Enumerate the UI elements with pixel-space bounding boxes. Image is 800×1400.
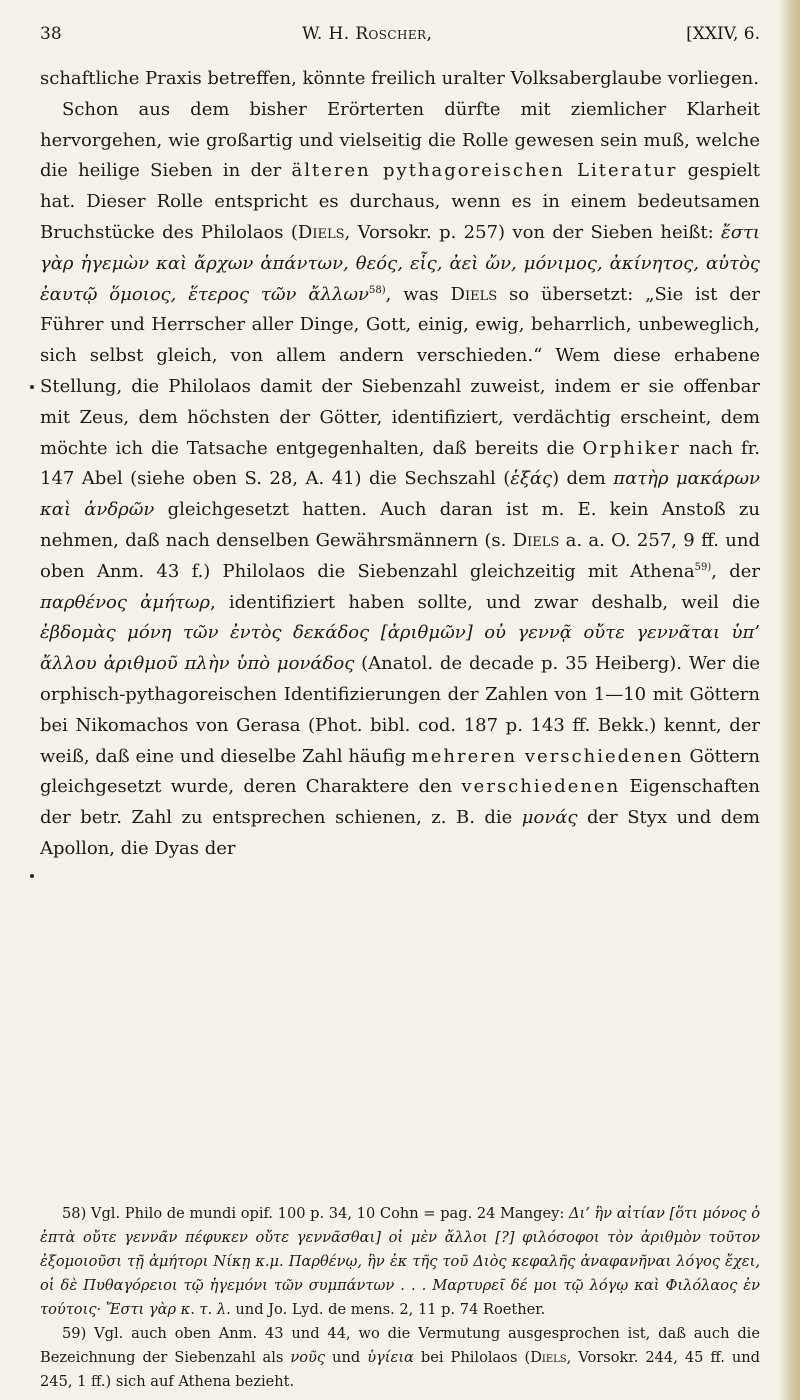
- text-run: 58) Vgl. Philo de mundi opif. 100 p. 34, 10 Cohn = pag. 24 Mangey:: [62, 1205, 569, 1222]
- margin-mark: [30, 874, 34, 878]
- greek-term: νοῦς: [290, 1349, 326, 1366]
- text-run: und: [325, 1349, 368, 1366]
- paragraph-2: [40, 95, 760, 865]
- text-run: so übersetzt: „Sie ist der Führer und Herrscher aller Dinge, Gott, einig, ewig, beharrlich, unbeweglich, sich selbst gleich, von allem andern verschieden.“ Wem diese erhabene Stellung, die Philolaos damit der Siebenzahl zuweist, indem er sie offenbar mit Zeus, dem höchsten der Götter, identifiziert, verdächtig erscheint, dem möchte ich die Tatsache entgegenhalten, daß bereits die: [40, 283, 761, 459]
- greek-term: ὑγίεια: [367, 1349, 414, 1366]
- spaced-emphasis: älteren pythagoreischen Literatur: [291, 160, 678, 182]
- greek-quote: ἑβδομὰς μόνη τῶν ἐντὸς δεκάδος [ἀριθμῶν] οὐ γεννᾷ οὔτε γεννᾶται ὑπ’ ἄλλου ἀριθμοῦ πλὴν ὑπὸ μονάδος: [40, 622, 760, 675]
- running-head-author: W. H. Roscher,: [302, 24, 433, 44]
- text-run: Göttern gleichgesetzt wurde, deren Charaktere den: [40, 745, 760, 798]
- running-head: [40, 24, 760, 50]
- author-name-diels: Diels: [530, 1349, 567, 1366]
- greek-quote: ἔστι γὰρ ἡγεμὼν καὶ ἄρχων ἁπάντων, θεός, εἷς, ἀεὶ ὤν, μόνιμος, ἀκίνητος, αὐτὸς ἑαυτῷ ὅμοιος, ἕτερος τῶν ἄλλων: [40, 221, 760, 305]
- paragraph-1: [40, 64, 760, 95]
- footnote-ref-59: 59): [694, 561, 712, 573]
- greek-term: παρθένος ἀμήτωρ: [40, 591, 210, 613]
- text-run: (Anatol. de decade p. 35 Heiberg). Wer die orphisch-pythagoreischen Identifizierungen der Zahlen von 1—10 mit Göttern bei Nikomachos von Gerasa (Phot. bibl. cod. 187 p. 143 ff. Bekk.) kennt, der weiß, daß eine und dieselbe Zahl häufig: [40, 653, 760, 767]
- greek-term: ἑξάς: [510, 468, 553, 490]
- greek-term: πατὴρ μακάρων καὶ ἀνδρῶν: [40, 468, 760, 521]
- page-edge-shadow: [778, 0, 800, 1400]
- footnotes: [40, 1202, 760, 1394]
- text-run: Schon aus dem bisher Erörterten dürfte mit ziemlicher Klarheit hervorgehen, wie großartig und vielseitig die Rolle gewesen sein muß, welche die heilige Sieben in der: [40, 98, 760, 182]
- page-number: 38: [40, 24, 62, 44]
- author-name-diels: Diels: [512, 529, 560, 551]
- spaced-emphasis: Orphiker: [582, 437, 681, 459]
- footnote-ref-58: 58): [368, 284, 386, 296]
- text-run: ) dem: [552, 468, 614, 490]
- text-run: bei Philolaos (: [413, 1349, 531, 1366]
- text-run: , was: [385, 283, 451, 305]
- author-name-diels: Diels: [297, 221, 345, 243]
- greek-quote: Δι’ ἣν αἰτίαν [ὅτι μόνος ὁ ἑπτὰ οὔτε γεννᾶν πέφυκεν οὔτε γεννᾶσθαι] οἱ μὲν ἄλλοι [?] φιλόσοφοι τὸν ἀριθμὸν τοῦτον ἐξομοιοῦσι τῇ ἀμήτορι Νίκῃ κ.μ. Παρθένῳ, ἣν ἐκ τῆς τοῦ Διὸς κεφαλῆς ἀναφανῆναι λόγος ἔχει, οἱ δὲ Πυθαγόρειοι τῷ ἡγεμόνι τῶν συμπάντων . . . Μαρτυρεῖ δέ μοι τῷ λόγῳ καὶ Φιλόλαος ἐν τούτοις· Ἔστι γὰρ κ. τ. λ.: [40, 1205, 760, 1318]
- text-run: 59) Vgl. auch oben Anm. 43 und 44, wo die Vermutung ausgesprochen ist, daß auch die Bezeichnung der Siebenzahl als: [40, 1325, 760, 1366]
- paragraph-1-text: schaftliche Praxis betreffen, könnte freilich uralter Volksaberglaube vorliegen.: [40, 68, 759, 89]
- text-run: , Vorsokr. 244, 45 ff. und 245, 1 ff.) sich auf Athena bezieht.: [40, 1349, 761, 1390]
- text-run: , identifiziert haben sollte, und zwar deshalb, weil die: [209, 591, 760, 613]
- text-run: a. a. O. 257, 9 ff. und oben Anm. 43 f.) Philolaos die Siebenzahl gleichzeitig mit Athena: [40, 529, 760, 582]
- text-run: gespielt hat. Dieser Rolle entspricht es durchaus, wenn es in einem bedeutsamen Bruchstücke des Philolaos (: [40, 160, 760, 243]
- text-run: der Styx und dem Apollon, die Dyas der: [40, 807, 760, 859]
- footnote-59: [40, 1322, 760, 1394]
- margin-mark: [30, 385, 34, 389]
- spaced-emphasis: mehreren verschiedenen: [411, 745, 684, 767]
- running-head-reference: [XXIV, 6.: [686, 24, 760, 44]
- spaced-emphasis: verschiedenen: [461, 776, 621, 798]
- author-name-diels: Diels: [450, 283, 498, 305]
- main-text: [40, 64, 760, 865]
- text-run: , der: [711, 560, 760, 582]
- greek-term: μονάς: [521, 807, 578, 829]
- text-run: und Jo. Lyd. de mens. 2, 11 p. 74 Roether.: [230, 1301, 546, 1318]
- footnote-58: [40, 1202, 760, 1322]
- text-run: gleichgesetzt hatten. Auch daran ist m. E. kein Anstoß zu nehmen, daß nach denselben Gewährsmännern (s.: [40, 499, 761, 551]
- text-run: , Vorsokr. p. 257) von der Sieben heißt:: [344, 221, 722, 243]
- text-run: Eigenschaften der betr. Zahl zu entsprechen schienen, z. B. die: [40, 776, 760, 829]
- text-run: nach fr. 147 Abel (siehe oben S. 28, A. 41) die Sechszahl (: [40, 437, 760, 490]
